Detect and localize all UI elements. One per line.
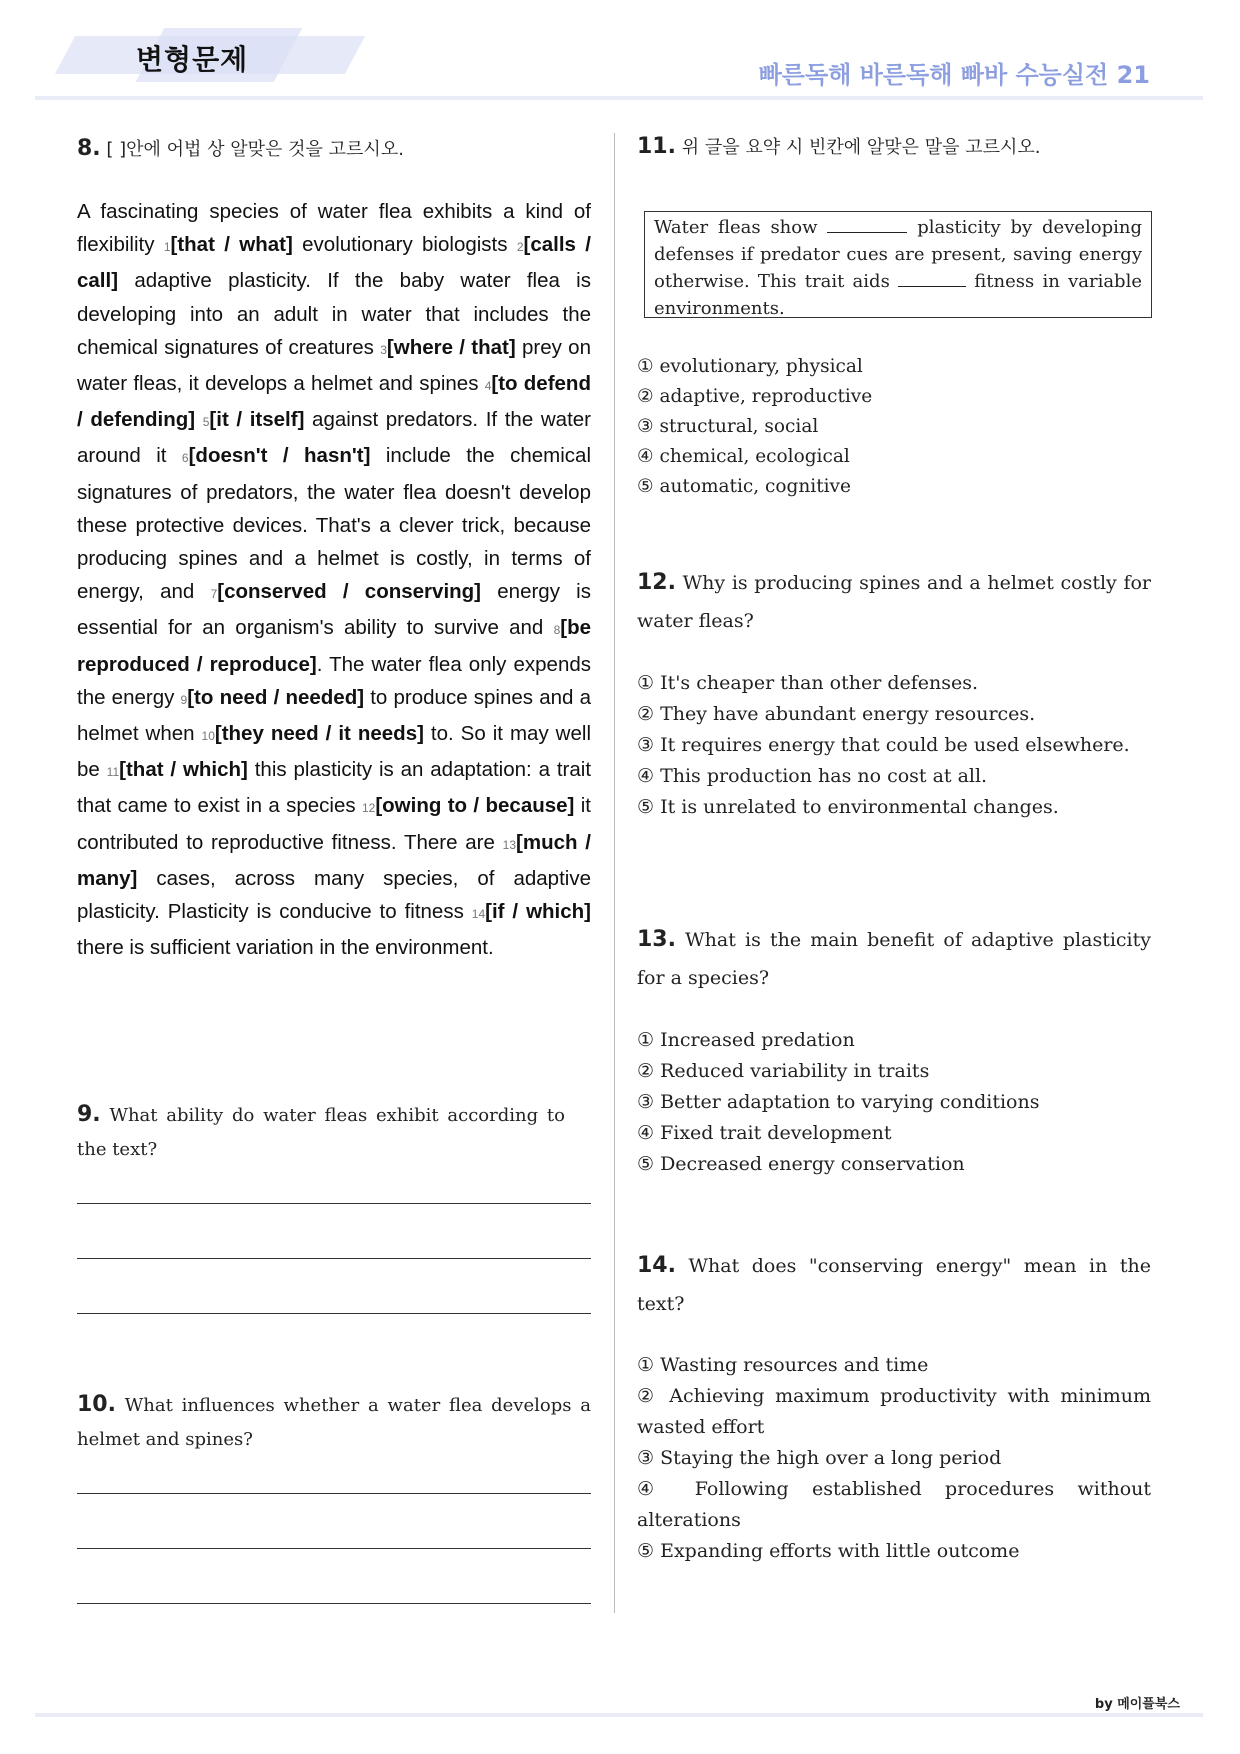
q11-option-5[interactable]: ⑤ automatic, cognitive [637, 476, 851, 497]
q9-answer-line-3[interactable] [77, 1313, 591, 1314]
q13-options [637, 1025, 1151, 1180]
q10-question: What influences whether a water flea develops a helmet and spines? [77, 1395, 591, 1450]
q14-options [637, 1350, 1151, 1567]
passage-text: energy is essential for an organism's ability to survive and [77, 580, 591, 640]
blank-number: 12 [361, 801, 376, 816]
grammar-choice[interactable]: [much / many] [77, 830, 591, 890]
blank-number: 3 [380, 342, 387, 357]
q12-number: 12. [637, 570, 676, 595]
grammar-choice[interactable]: [if / which] [485, 900, 591, 924]
q12-block [637, 564, 1151, 640]
passage-text [195, 408, 203, 431]
blank-number: 9 [180, 692, 188, 707]
q12-option-2[interactable]: ② They have abundant energy resources. [637, 703, 1036, 725]
grammar-choice[interactable]: [it / itself] [209, 408, 305, 432]
blank-number: 11 [106, 765, 120, 780]
grammar-choice[interactable]: [to need / needed] [187, 685, 365, 709]
summary-text-1: Water fleas show [654, 217, 828, 238]
grammar-choice[interactable]: [be reproduced / reproduce] [77, 616, 591, 676]
q14-block [637, 1247, 1151, 1323]
q10-answer-line-1[interactable] [77, 1493, 591, 1494]
q12-option-5[interactable]: ⑤ It is unrelated to environmental changes. [637, 796, 1059, 818]
passage-text: cases, across many species, of adaptive plasticity. Plasticity is conducive to fitness [77, 866, 591, 924]
q13-number: 13. [637, 927, 676, 952]
grammar-choice[interactable]: [calls / call] [77, 233, 591, 293]
q13-option-1[interactable]: ① Increased predation [637, 1029, 855, 1051]
grammar-choice[interactable]: [where / that] [386, 335, 516, 359]
passage-text: against predators. If the water around it [77, 408, 591, 468]
q9-number: 9. [77, 1102, 101, 1127]
q11-option-4[interactable]: ④ chemical, ecological [637, 446, 850, 467]
q8-header [77, 135, 404, 161]
q14-option-5[interactable]: ⑤ Expanding efforts with little outcome [637, 1540, 1020, 1562]
q9-block [77, 1098, 565, 1167]
q13-option-5[interactable]: ⑤ Decreased energy conservation [637, 1153, 965, 1175]
passage-text: there is sufficient variation in the environment. [77, 936, 494, 960]
grammar-choice[interactable]: [that / which] [119, 758, 248, 782]
summary-text-2: plasticity by developing defenses if predator cues are present, saving energy otherwise. This trait aids [654, 217, 1142, 292]
q12-question: Why is producing spines and a helmet costly for water fleas? [637, 572, 1152, 632]
passage-text: . The water flea only expends the energy [77, 652, 591, 709]
column-divider [614, 133, 615, 1613]
summary-text-3: fitness in variable environments. [654, 271, 1142, 319]
q11-option-2[interactable]: ② adaptive, reproductive [637, 386, 873, 407]
q10-block [77, 1388, 591, 1457]
q14-option-3[interactable]: ③ Staying the high over a long period [637, 1447, 1002, 1469]
q14-option-1[interactable]: ① Wasting resources and time [637, 1354, 929, 1376]
q8-passage [77, 195, 591, 964]
q10-number: 10. [77, 1392, 116, 1417]
section-title: 변형문제 [136, 43, 249, 76]
q11-options [637, 352, 872, 502]
passage-text: it contributed to reproductive fitness. There are [77, 794, 591, 854]
grammar-choice[interactable]: [conserved / conserving] [217, 580, 482, 604]
q12-option-4[interactable]: ④ This production has no cost at all. [637, 765, 988, 787]
q13-option-3[interactable]: ③ Better adaptation to varying conditions [637, 1091, 1040, 1113]
grammar-choice[interactable]: [doesn't / hasn't] [188, 444, 371, 468]
q10-answer-line-3[interactable] [77, 1603, 591, 1604]
passage-text: prey on water fleas, it develops a helmet and spines [77, 335, 591, 396]
passage-text: A fascinating species of water flea exhibits a kind of flexibility [77, 200, 591, 257]
q11-option-1[interactable]: ① evolutionary, physical [637, 356, 863, 377]
header-divider [35, 96, 1203, 100]
q8-instruction: [ ]안에 어법 상 알맞은 것을 고르시오. [106, 139, 404, 160]
q13-block [637, 921, 1151, 997]
series-title: 빠른독해 바른독해 빠바 수능실전 21 [758, 61, 1150, 89]
q14-option-2[interactable]: ② Achieving maximum productivity with minimum wasted effort [637, 1385, 1151, 1438]
passage-text: this plasticity is an adaptation: a trait that came to exist in a species [77, 758, 592, 818]
q10-answer-line-2[interactable] [77, 1548, 591, 1549]
q9-question: What ability do water fleas exhibit according to the text? [77, 1105, 565, 1160]
q12-option-3[interactable]: ③ It requires energy that could be used elsewhere. [637, 734, 1130, 756]
q13-option-4[interactable]: ④ Fixed trait development [637, 1122, 892, 1144]
blank-number: 4 [484, 379, 492, 394]
q14-option-4[interactable]: ④ Following established procedures without alterations [637, 1478, 1151, 1531]
q12-option-1[interactable]: ① It's cheaper than other defenses. [637, 672, 979, 694]
q13-option-2[interactable]: ② Reduced variability in traits [637, 1060, 930, 1082]
q11-summary-box [644, 211, 1152, 318]
passage-text: adaptive plasticity. If the baby water flea is developing into an adult in water that includes the chemical signatures of creatures [77, 269, 591, 359]
footer-divider [35, 1713, 1203, 1717]
q8-number: 8. [77, 136, 101, 161]
grammar-choice[interactable]: [that / what] [170, 233, 293, 257]
q11-instruction: 위 글을 요약 시 빈칸에 알맞은 말을 고르시오. [681, 137, 1041, 158]
blank-number: 7 [210, 587, 218, 602]
summary-blank-1[interactable] [827, 218, 907, 233]
q13-question: What is the main benefit of adaptive plasticity for a species? [637, 929, 1151, 989]
blank-number: 14 [471, 907, 486, 922]
grammar-choice[interactable]: [owing to / because] [375, 794, 575, 818]
q11-option-3[interactable]: ③ structural, social [637, 416, 819, 437]
grammar-choice[interactable]: [to defend / defending] [77, 372, 591, 432]
blank-number: 1 [163, 240, 171, 255]
q14-question: What does "conserving energy" mean in the text? [637, 1255, 1151, 1315]
blank-number: 13 [502, 837, 517, 852]
grammar-choice[interactable]: [they need / it needs] [214, 722, 424, 746]
q14-number: 14. [637, 1253, 676, 1278]
q9-answer-line-1[interactable] [77, 1203, 591, 1204]
summary-blank-2[interactable] [898, 272, 966, 287]
blank-number: 10 [201, 729, 215, 744]
blank-number: 8 [553, 623, 561, 638]
q11-number: 11. [637, 134, 676, 159]
blank-number: 6 [181, 451, 189, 466]
passage-text: include the chemical signatures of predators, the water flea doesn't develop these protective devices. That's a clever trick, because producing spines and a helmet is costly, in terms of energy, and [77, 444, 591, 604]
passage-text: evolutionary biologists [292, 233, 517, 257]
passage-text: to produce spines and a helmet when [77, 685, 591, 746]
q9-answer-line-2[interactable] [77, 1258, 591, 1259]
passage-text: to. So it may well be [77, 722, 591, 782]
blank-number: 5 [202, 415, 210, 430]
blank-number: 2 [516, 240, 524, 255]
q12-options [637, 668, 1151, 823]
publisher-credit: by 메이플북스 [1094, 1697, 1180, 1712]
q11-header [637, 133, 1040, 159]
